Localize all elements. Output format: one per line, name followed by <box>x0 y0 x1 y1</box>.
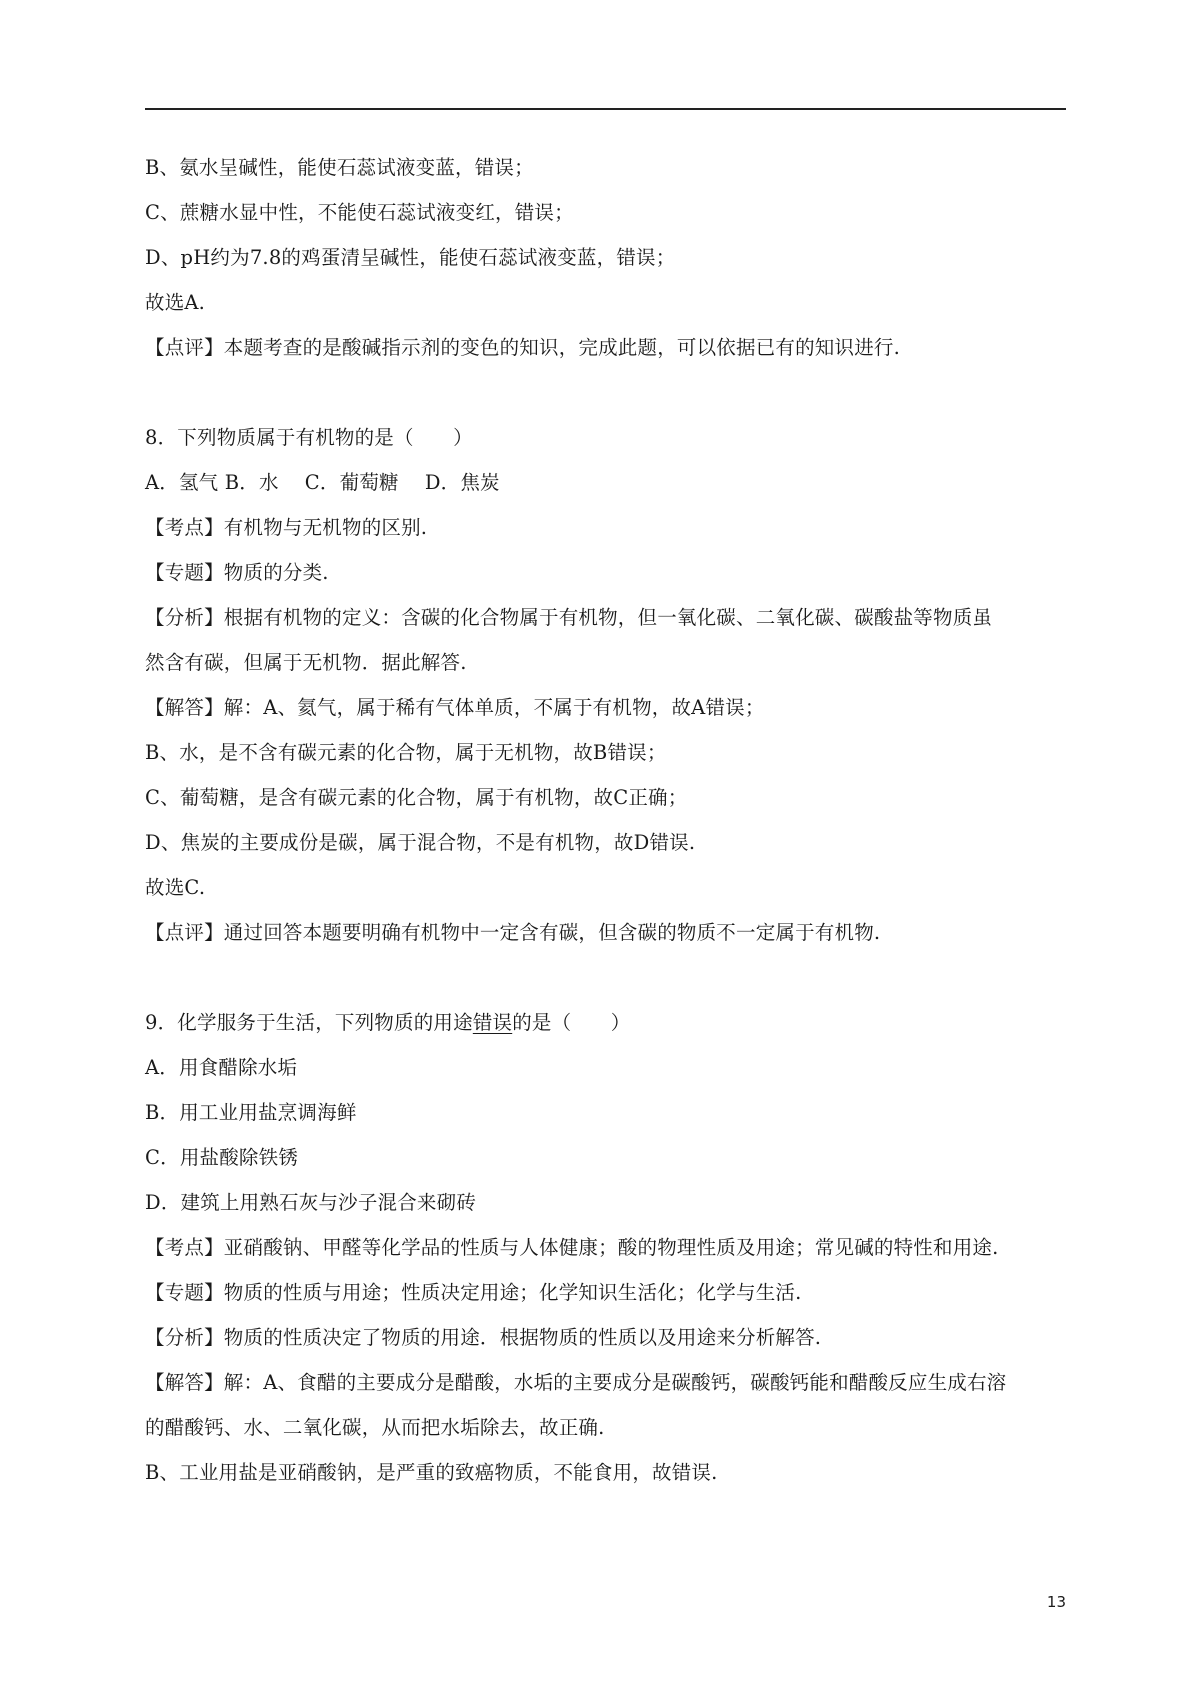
text-line: B、水，是不含有碳元素的化合物，属于无机物，故B错误； <box>145 741 667 764</box>
text-line: 故选A. <box>145 291 206 314</box>
text-line: 【专题】物质的性质与用途；性质决定用途；化学知识生活化；化学与生活. <box>145 1281 802 1304</box>
option-line: A．用食醋除水垢 <box>145 1056 298 1079</box>
text-line: 【考点】有机物与无机物的区别. <box>145 516 428 539</box>
text-line: 【分析】根据有机物的定义：含碳的化合物属于有机物，但一氧化碳、二氧化碳、碳酸盐等物质虽 <box>145 606 993 629</box>
question-9-stem <box>145 1000 1066 1045</box>
header-rule <box>145 108 1066 110</box>
option-line: B．用工业用盐烹调海鲜 <box>145 1101 357 1124</box>
underlined-keyword: 错误 <box>472 1011 513 1034</box>
text-line: 的醋酸钙、水、二氧化碳，从而把水垢除去，故正确. <box>145 1416 605 1439</box>
section-gap <box>145 370 1066 415</box>
text-line: B、氨水呈碱性，能使石蕊试液变蓝，错误； <box>145 156 534 179</box>
text-line: C、蔗糖水显中性，不能使石蕊试液变红，错误； <box>145 201 574 224</box>
comment-line: 【点评】本题考查的是酸碱指示剂的变色的知识，完成此题，可以依据已有的知识进行. <box>145 336 900 359</box>
text-line: 【分析】物质的性质决定了物质的用途．根据物质的性质以及用途来分析解答. <box>145 1326 822 1349</box>
text-line: 【解答】解：A、氦气，属于稀有气体单质，不属于有机物，故A错误； <box>145 696 765 719</box>
question-8-stem: 8．下列物质属于有机物的是（ ） <box>145 426 473 449</box>
question-8-options: A．氢气 B．水 C．葡萄糖 D．焦炭 <box>145 471 500 494</box>
stem-text: 的是（ ） <box>512 1011 631 1034</box>
text-line: 【解答】解：A、食醋的主要成分是醋酸，水垢的主要成分是碳酸钙，碳酸钙能和醋酸反应生成右溶 <box>145 1371 1007 1394</box>
stem-text: 9．化学服务于生活，下列物质的用途 <box>145 1011 473 1034</box>
option-line: C．用盐酸除铁锈 <box>145 1146 299 1169</box>
text-line: B、工业用盐是亚硝酸钠，是严重的致癌物质，不能食用，故错误. <box>145 1461 718 1484</box>
page-number: 13 <box>1046 1593 1066 1611</box>
section-gap <box>145 955 1066 1000</box>
text-line: D、pH约为7.8的鸡蛋清呈碱性，能使石蕊试液变蓝，错误； <box>145 246 676 269</box>
text-line: C、葡萄糖，是含有碳元素的化合物，属于有机物，故C正确； <box>145 786 688 809</box>
document-body <box>145 145 1066 1495</box>
option-line: D．建筑上用熟石灰与沙子混合来砌砖 <box>145 1191 477 1214</box>
text-line: D、焦炭的主要成份是碳，属于混合物，不是有机物，故D错误. <box>145 831 696 854</box>
text-line: 【考点】亚硝酸钠、甲醛等化学品的性质与人体健康；酸的物理性质及用途；常见碱的特性和用途. <box>145 1236 999 1259</box>
comment-line: 【点评】通过回答本题要明确有机物中一定含有碳，但含碳的物质不一定属于有机物. <box>145 921 881 944</box>
text-line: 故选C. <box>145 876 206 899</box>
text-line: 然含有碳，但属于无机物．据此解答. <box>145 651 467 674</box>
text-line: 【专题】物质的分类. <box>145 561 329 584</box>
